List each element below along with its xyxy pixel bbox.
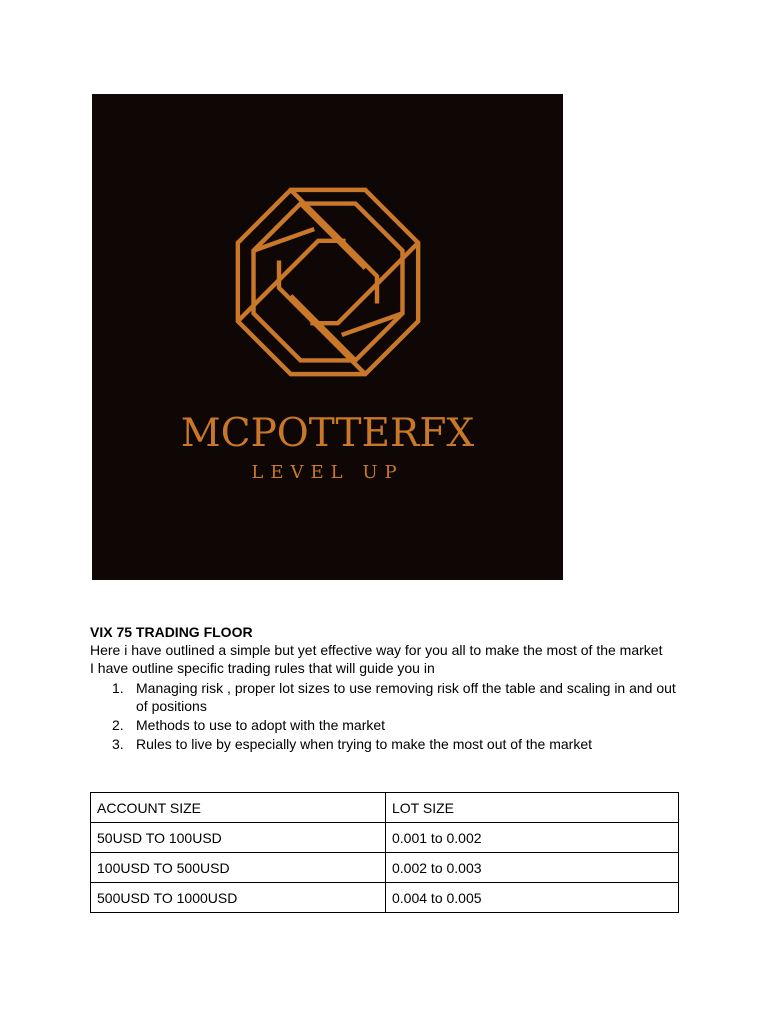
table-row xyxy=(91,883,679,913)
rules-list xyxy=(90,679,690,754)
intro-paragraph: Here i have outlined a simple but yet effective way for you all to make the most of the market xyxy=(90,642,663,658)
list-number: 3. xyxy=(112,736,124,752)
intro-paragraph-2: I have outline specific trading rules that will guide you in xyxy=(90,660,435,676)
list-item-text: Managing risk , proper lot sizes to use removing risk off the table and scaling in and out of positions xyxy=(136,680,676,714)
lot-size-table xyxy=(90,792,679,913)
table-cell: 0.001 to 0.002 xyxy=(386,823,679,853)
column-header: LOT SIZE xyxy=(386,793,679,823)
document-title: VIX 75 TRADING FLOOR xyxy=(90,624,253,640)
table-row xyxy=(91,853,679,883)
list-item-text: Methods to use to adopt with the market xyxy=(136,717,386,733)
column-header: ACCOUNT SIZE xyxy=(91,793,386,823)
list-item-text: Rules to live by especially when trying to make the most out of the market xyxy=(136,736,592,752)
table-cell: 100USD TO 500USD xyxy=(91,853,386,883)
table-cell: 50USD TO 100USD xyxy=(91,823,386,853)
octagon-knot-icon xyxy=(230,184,426,380)
list-number: 2. xyxy=(112,717,124,733)
brand-tagline: LEVEL UP xyxy=(251,462,404,483)
table-row xyxy=(91,823,679,853)
table-cell: 0.004 to 0.005 xyxy=(386,883,679,913)
list-item xyxy=(90,679,690,715)
table-cell: 0.002 to 0.003 xyxy=(386,853,679,883)
list-number: 1. xyxy=(112,680,124,696)
table-cell: 500USD TO 1000USD xyxy=(91,883,386,913)
table-header-row xyxy=(91,793,679,823)
list-item xyxy=(90,735,690,753)
brand-name: MCPOTTERFX xyxy=(180,411,475,456)
list-item xyxy=(90,716,690,734)
logo-image xyxy=(92,94,563,580)
